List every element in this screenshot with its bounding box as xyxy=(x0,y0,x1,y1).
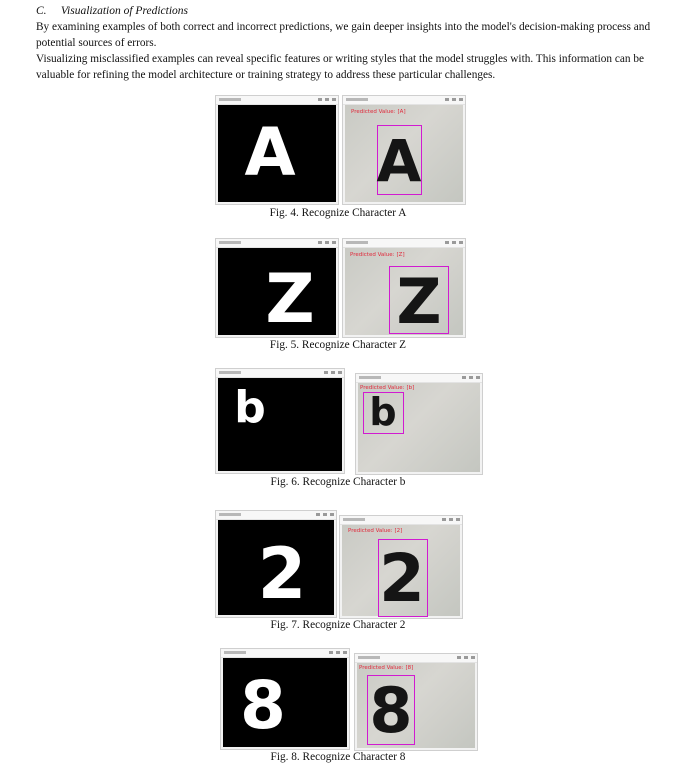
binary-image xyxy=(218,520,334,615)
figure-caption: Fig. 4. Recognize Character A xyxy=(269,207,407,219)
section-number: C. xyxy=(36,5,47,17)
binary-image xyxy=(218,378,342,471)
prediction-window xyxy=(354,653,478,751)
binary-input-window xyxy=(215,368,345,474)
binary-image xyxy=(223,658,347,747)
prediction-window xyxy=(339,515,463,619)
window-titlebar xyxy=(356,374,482,383)
window-titlebar xyxy=(216,96,338,105)
character-glyph: 2 xyxy=(257,533,307,615)
character-glyph: Z xyxy=(265,260,315,339)
handwritten-glyph: 2 xyxy=(379,540,425,617)
prediction-label: Predicted Value: [Z] xyxy=(350,252,405,258)
window-titlebar xyxy=(343,96,465,105)
handwritten-glyph: A xyxy=(376,127,422,195)
binary-input-window xyxy=(215,510,337,618)
figure-caption: Fig. 7. Recognize Character 2 xyxy=(270,619,406,631)
prediction-label: Predicted Value: [b] xyxy=(360,385,415,391)
prediction-label: Predicted Value: [A] xyxy=(351,109,406,115)
handwritten-glyph: 8 xyxy=(369,674,413,747)
character-glyph: 8 xyxy=(240,667,286,744)
camera-image xyxy=(358,383,480,472)
character-glyph: b xyxy=(234,382,266,433)
window-titlebar xyxy=(221,649,349,658)
handwritten-glyph: Z xyxy=(396,265,442,338)
window-titlebar xyxy=(216,369,344,378)
character-glyph: A xyxy=(244,114,296,191)
prediction-window xyxy=(342,95,466,205)
camera-image xyxy=(345,105,463,202)
window-titlebar xyxy=(343,239,465,248)
prediction-window xyxy=(355,373,483,475)
figure-caption: Fig. 6. Recognize Character b xyxy=(270,476,406,488)
window-titlebar xyxy=(216,239,338,248)
window-titlebar xyxy=(355,654,477,663)
section-heading xyxy=(36,5,188,17)
binary-input-window xyxy=(215,95,339,205)
figure-caption: Fig. 5. Recognize Character Z xyxy=(269,339,407,351)
figure-caption: Fig. 8. Recognize Character 8 xyxy=(270,751,406,763)
window-titlebar xyxy=(340,516,462,525)
camera-image xyxy=(357,663,475,748)
binary-input-window xyxy=(215,238,339,338)
camera-image xyxy=(342,525,460,616)
handwritten-glyph: b xyxy=(369,390,397,434)
binary-input-window xyxy=(220,648,350,750)
section-title: Visualization of Predictions xyxy=(60,5,189,17)
binary-image xyxy=(218,105,336,202)
binary-image xyxy=(218,248,336,339)
camera-image xyxy=(345,248,463,338)
paragraph-1: By examining examples of both correct and incorrect predictions, we gain deeper insights into the model's decision-making process and potential sources of errors. xyxy=(36,21,651,49)
prediction-window xyxy=(342,238,466,338)
window-titlebar xyxy=(216,511,336,520)
prediction-label: Predicted Value: [2] xyxy=(348,528,403,534)
prediction-label: Predicted Value: [8] xyxy=(359,665,414,671)
paragraph-2: Visualizing misclassified examples can reveal specific features or writing styles that the model struggles with. This information can be valuable for refining the model architecture or training strategy to address these particular challenges. xyxy=(36,53,645,81)
